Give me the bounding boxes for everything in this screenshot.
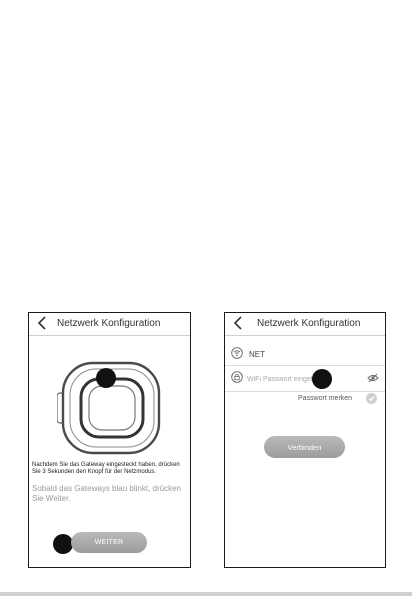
header-bar — [225, 313, 385, 336]
next-button[interactable]: WEITER — [71, 532, 147, 553]
header-bar — [29, 313, 190, 336]
connect-button[interactable]: Verbinden — [264, 436, 345, 458]
back-chevron-icon[interactable] — [231, 315, 247, 331]
instruction-secondary-text: Sobald das Gateways blau blinkt, drücken Sie Weiter. — [32, 484, 181, 503]
page-footer-divider — [0, 592, 412, 596]
step-marker-2 — [53, 534, 73, 554]
remember-password-label: Passwort merken — [298, 395, 353, 402]
password-input[interactable] — [245, 372, 367, 386]
eye-slash-icon[interactable] — [367, 373, 379, 383]
instruction-text: Nachdem Sie das Gateway eingesteckt haben, drücken Sie 3 Sekunden den Knopf für der Netzmodus. — [32, 462, 180, 476]
back-chevron-icon[interactable] — [35, 315, 51, 331]
step-marker-3 — [312, 369, 332, 389]
phone-screen-right — [224, 312, 386, 568]
check-circle-icon[interactable] — [366, 393, 377, 404]
lock-icon — [231, 371, 243, 383]
wifi-icon — [231, 347, 243, 359]
page-title: Netzwerk Konfiguration — [57, 318, 161, 329]
phone-screen-left — [28, 312, 191, 568]
step-marker-1 — [96, 368, 116, 388]
page-title: Netzwerk Konfiguration — [257, 318, 361, 329]
ssid-value: NET — [249, 350, 265, 359]
